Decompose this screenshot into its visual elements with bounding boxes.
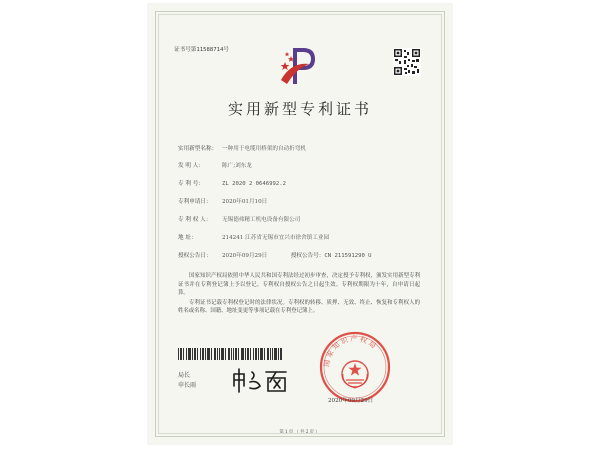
field-label: 专利申请日： — [178, 199, 212, 205]
certificate-number: 证书号第11588714号 — [174, 47, 229, 53]
director-name: 申长雨 — [178, 382, 197, 389]
field-inventor — [178, 161, 252, 169]
field-value: 2020年09月29日 — [222, 253, 268, 259]
field-patentee — [178, 215, 300, 223]
field-label: 发 明 人： — [178, 163, 204, 169]
field-label: 实用新型名称： — [178, 146, 218, 152]
field-utility-model-name — [178, 144, 306, 152]
director-title: 局长 — [178, 372, 191, 379]
field-label: 专 利 权 人： — [178, 217, 212, 223]
director-block — [178, 371, 196, 391]
director-signature — [230, 366, 290, 394]
field-label: 专 利 号： — [178, 181, 204, 187]
field-label: 授权公告日： — [178, 253, 212, 259]
field-grant-date — [178, 251, 372, 259]
cnipa-logo-icon — [275, 40, 323, 88]
field-value: ZL 2020 2 0646992.2 — [222, 181, 286, 187]
body-paragraph: 国家知识产权局依照中华人民共和国专利法经过初步审查，决定授予专利权，颁发实用新型专利证书并在专利登记簿上予以登记。专利权自授权公告之日起生效。专利权期限为十年，自申请日起算。 — [178, 273, 420, 297]
field-value: 2020年01月10日 — [222, 199, 268, 205]
field-application-date — [178, 197, 267, 205]
seal-date: 2020年09月29日 — [328, 398, 374, 404]
certificate-title: 实用新型专利证书 — [227, 100, 372, 118]
patent-certificate — [148, 4, 452, 444]
national-emblem-icon — [318, 330, 392, 404]
field-value: 无锡德弗精工机电设备有限公司 — [222, 217, 301, 223]
field-patent-number — [178, 179, 286, 187]
field-label: 地 址： — [178, 235, 197, 241]
field-label: 授权公告号： — [290, 253, 325, 259]
field-address — [178, 233, 329, 241]
barcode-icon — [178, 348, 282, 360]
svg-text:国家知识产权局 — [322, 334, 379, 367]
seal-text: 国家知识产权局 — [322, 334, 379, 368]
body-paragraph: 专利证书记载专利权登记时的法律状况。专利权的转移、质押、无效、终止、恢复和专利权人的姓名或名称、国籍、地址变更等事项记载在专利登记簿上。 — [178, 299, 420, 315]
certificate-body — [178, 272, 420, 317]
field-value: 一种用于电缆用桥架的自动折弯机 — [222, 146, 306, 152]
field-value: 陈广;刘东龙 — [222, 163, 252, 169]
field-value: 214241 江苏省无锡市宜兴市徐舍镇工业园 — [222, 235, 330, 241]
qr-code-icon — [393, 48, 421, 76]
page-footer: 第1页（共2页） — [279, 430, 321, 435]
field-value: CN 211591290 U — [324, 253, 372, 259]
